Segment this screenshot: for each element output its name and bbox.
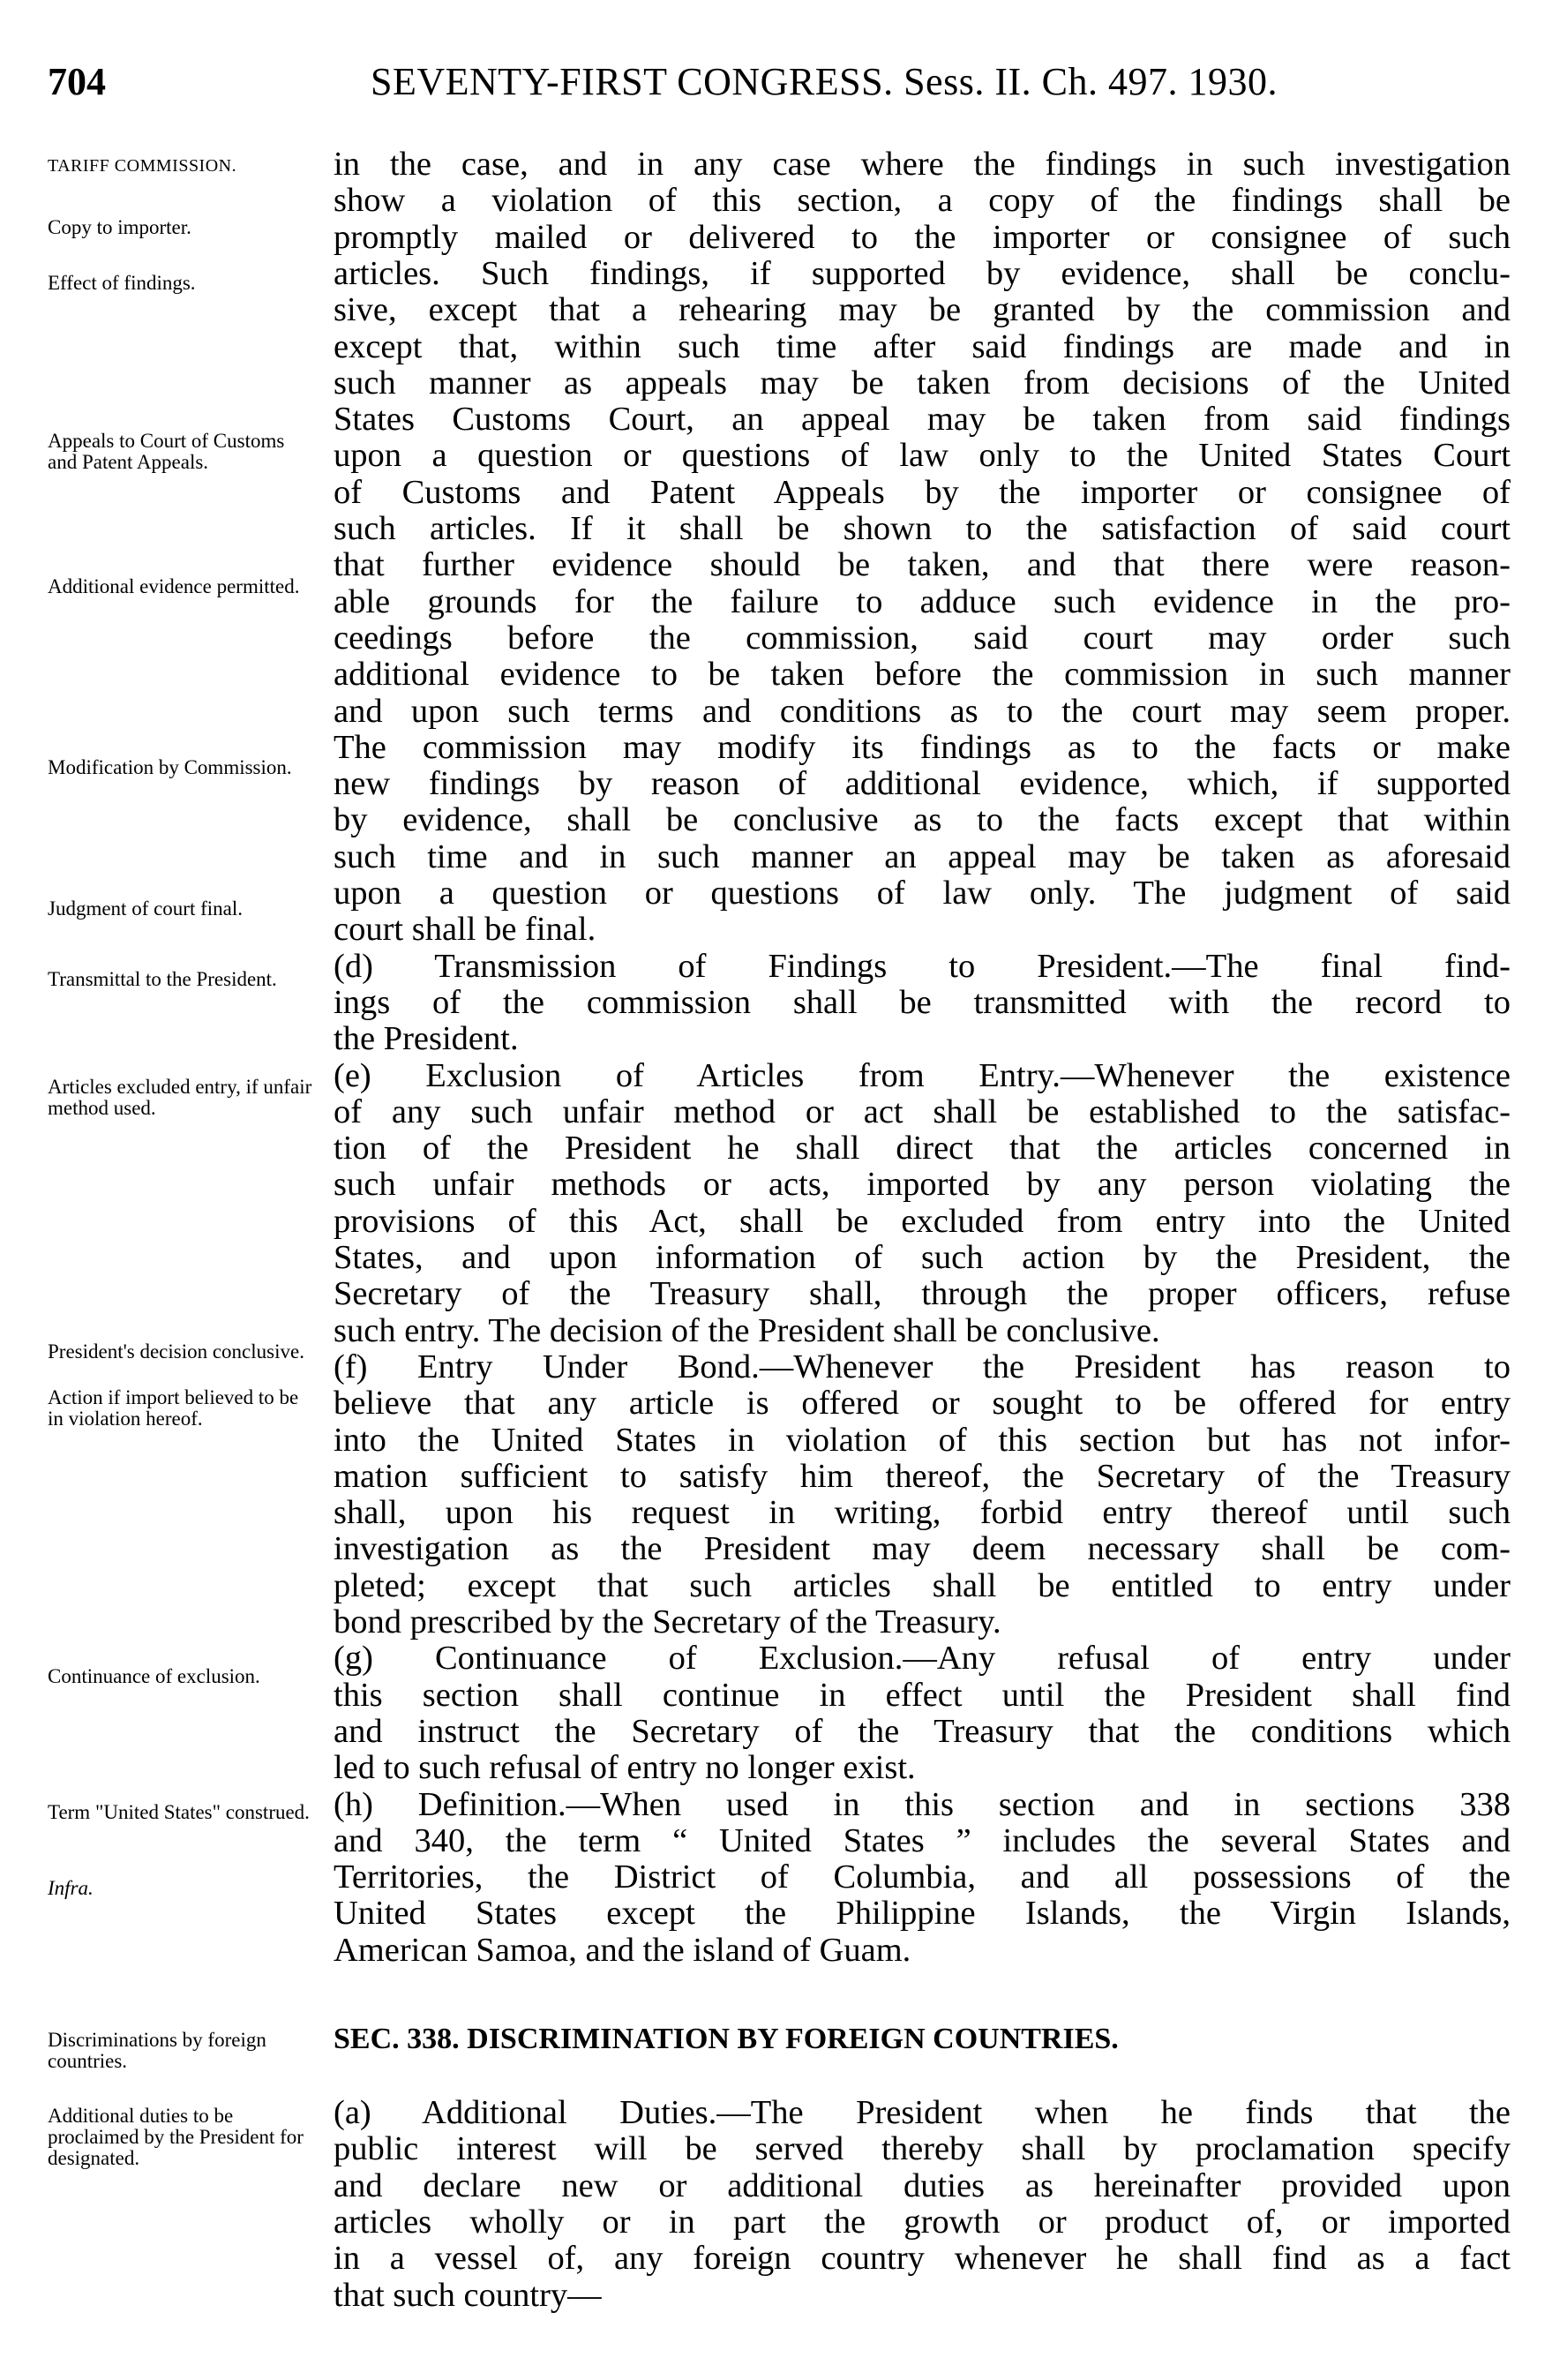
body-line: show a violation of this section, a copy of the findings shall be	[334, 182, 1511, 220]
body-line: this section shall continue in effect until the President shall find	[334, 1676, 1511, 1714]
margin-note-continuance: Continuance of exclusion.	[48, 1665, 260, 1687]
body-line: led to such refusal of entry no longer exist.	[334, 1749, 916, 1787]
body-line: court shall be final.	[334, 911, 596, 949]
margin-note-presidents-decision: President's decision conclusive.	[48, 1340, 304, 1363]
margin-note-effect-of-findings: Effect of findings.	[48, 272, 196, 294]
running-head: SEVENTY-FIRST CONGRESS. Sess. II. Ch. 497. 1930.	[371, 60, 1278, 103]
body-line: ceedings before the commission, said court may order such	[334, 619, 1511, 657]
subsection-d-heading-line: (d) Transmission of Findings to President.—The final find-	[334, 947, 1511, 985]
body-line: bond prescribed by the Secretary of the Treasury.	[334, 1603, 1001, 1640]
margin-note-tariff-commission: TARIFF COMMISSION.	[48, 156, 237, 176]
margin-note-transmittal: Transmittal to the President.	[48, 968, 277, 990]
margin-note-modification: Modification by Commission.	[48, 756, 292, 778]
body-line: that further evidence should be taken, and that there were reason-	[334, 546, 1511, 584]
body-line: Territories, the District of Columbia, and all possessions of the	[334, 1858, 1511, 1896]
body-line: mation sufficient to satisfy him thereof, the Secretary of the Treasury	[334, 1457, 1511, 1495]
margin-note-action-if-import: Action if import believed to be in violation hereof.	[48, 1386, 299, 1430]
body-line: tion of the President he shall direct that the articles concerned in	[334, 1130, 1511, 1167]
body-line: public interest will be served thereby shall by proclamation specify	[334, 2130, 1511, 2168]
body-line: investigation as the President may deem necessary shall be com-	[334, 1530, 1511, 1568]
body-line: promptly mailed or delivered to the importer or consignee of such	[334, 218, 1511, 256]
subsection-h-heading-line: (h) Definition.—When used in this section and in sections 338	[334, 1785, 1511, 1823]
body-line: Secretary of the Treasury shall, through the proper officers, refuse	[334, 1275, 1511, 1313]
margin-note-additional-evidence: Additional evidence permitted.	[48, 575, 300, 597]
subsection-a-heading-line: (a) Additional Duties.—The President when he finds that the	[334, 2094, 1511, 2131]
margin-note-infra: Infra.	[48, 1877, 94, 1899]
body-line: and instruct the Secretary of the Treasury that the conditions which	[334, 1712, 1511, 1750]
body-line: articles. Such findings, if supported by evidence, shall be conclu-	[334, 254, 1511, 292]
body-line: The commission may modify its findings as to the facts or make	[334, 728, 1511, 766]
body-line: upon a question or questions of law only. The judgment of said	[334, 875, 1511, 912]
body-line: believe that any article is offered or sought to be offered for entry	[334, 1385, 1511, 1423]
body-line: such unfair methods or acts, imported by any person violating the	[334, 1166, 1511, 1204]
page-header	[48, 51, 1512, 113]
body-line: States Customs Court, an appeal may be taken from said findings	[334, 401, 1511, 439]
body-line: of any such unfair method or act shall be established to the satisfac-	[334, 1092, 1511, 1130]
margin-note-discriminations: Discriminations by foreign countries.	[48, 2029, 266, 2072]
body-line: such entry. The decision of the President shall be conclusive.	[334, 1311, 1160, 1349]
body-line: provisions of this Act, shall be excluded from entry into the United	[334, 1202, 1511, 1240]
subsection-e-heading-line: (e) Exclusion of Articles from Entry.—Whenever the existence	[334, 1056, 1511, 1094]
section-338-heading: SEC. 338. DISCRIMINATION BY FOREIGN COUNTRIES.	[334, 2023, 1119, 2055]
page-number: 704	[48, 60, 106, 103]
body-line: shall, upon his request in writing, forbid entry thereof until such	[334, 1494, 1511, 1532]
body-line: pleted; except that such articles shall be entitled to entry under	[334, 1566, 1511, 1604]
body-line: such time and in such manner an appeal may be taken as aforesaid	[334, 837, 1511, 875]
body-line: additional evidence to be taken before the commission in such manner	[334, 656, 1511, 694]
margin-note-additional-duties: Additional duties to be proclaimed by the President for designated.	[48, 2105, 304, 2169]
body-line: into the United States in violation of this section but has not infor-	[334, 1421, 1511, 1459]
subsection-g-heading-line: (g) Continuance of Exclusion.—Any refusal of entry under	[334, 1640, 1511, 1678]
body-line: and 340, the term “ United States ” includes the several States and	[334, 1821, 1511, 1859]
body-line: new findings by reason of additional evidence, which, if supported	[334, 765, 1511, 803]
body-line: of Customs and Patent Appeals by the importer or consignee of	[334, 473, 1511, 511]
margin-note-appeals: Appeals to Court of Customs and Patent Appeals.	[48, 430, 285, 473]
body-line: United States except the Philippine Islands, the Virgin Islands,	[334, 1895, 1511, 1933]
body-line: and declare new or additional duties as hereinafter provided upon	[334, 2166, 1511, 2204]
subsection-f-heading-line: (f) Entry Under Bond.—Whenever the President has reason to	[334, 1348, 1511, 1385]
body-line: such articles. If it shall be shown to the satisfaction of said court	[334, 510, 1511, 547]
body-line: and upon such terms and conditions as to the court may seem proper.	[334, 692, 1511, 730]
body-line: such manner as appeals may be taken from decisions of the United	[334, 364, 1511, 402]
body-line: by evidence, shall be conclusive as to the facts except that within	[334, 801, 1511, 839]
body-line: able grounds for the failure to adduce such evidence in the pro-	[334, 582, 1511, 620]
body-line: upon a question or questions of law only to the United States Court	[334, 437, 1511, 475]
body-line: except that, within such time after said findings are made and in	[334, 327, 1511, 365]
body-line: the President.	[334, 1020, 519, 1058]
body-line: ings of the commission shall be transmitted with the record to	[334, 983, 1511, 1021]
margin-note-articles-excluded: Articles excluded entry, if unfair method used.	[48, 1076, 312, 1119]
body-line: that such country—	[334, 2276, 602, 2314]
body-line: sive, except that a rehearing may be granted by the commission and	[334, 291, 1511, 329]
body-line: in a vessel of, any foreign country whenever he shall find as a fact	[334, 2240, 1511, 2278]
body-line: in the case, and in any case where the findings in such investigation	[334, 146, 1511, 183]
margin-note-copy-to-importer: Copy to importer.	[48, 216, 191, 238]
body-line: States, and upon information of such action by the President, the	[334, 1239, 1511, 1276]
margin-note-term-united-states: Term "United States" construed.	[48, 1801, 310, 1823]
body-line: articles wholly or in part the growth or product of, or imported	[334, 2203, 1511, 2241]
margin-note-judgment-final: Judgment of court final.	[48, 897, 244, 920]
body-line: American Samoa, and the island of Guam.	[334, 1931, 911, 1969]
